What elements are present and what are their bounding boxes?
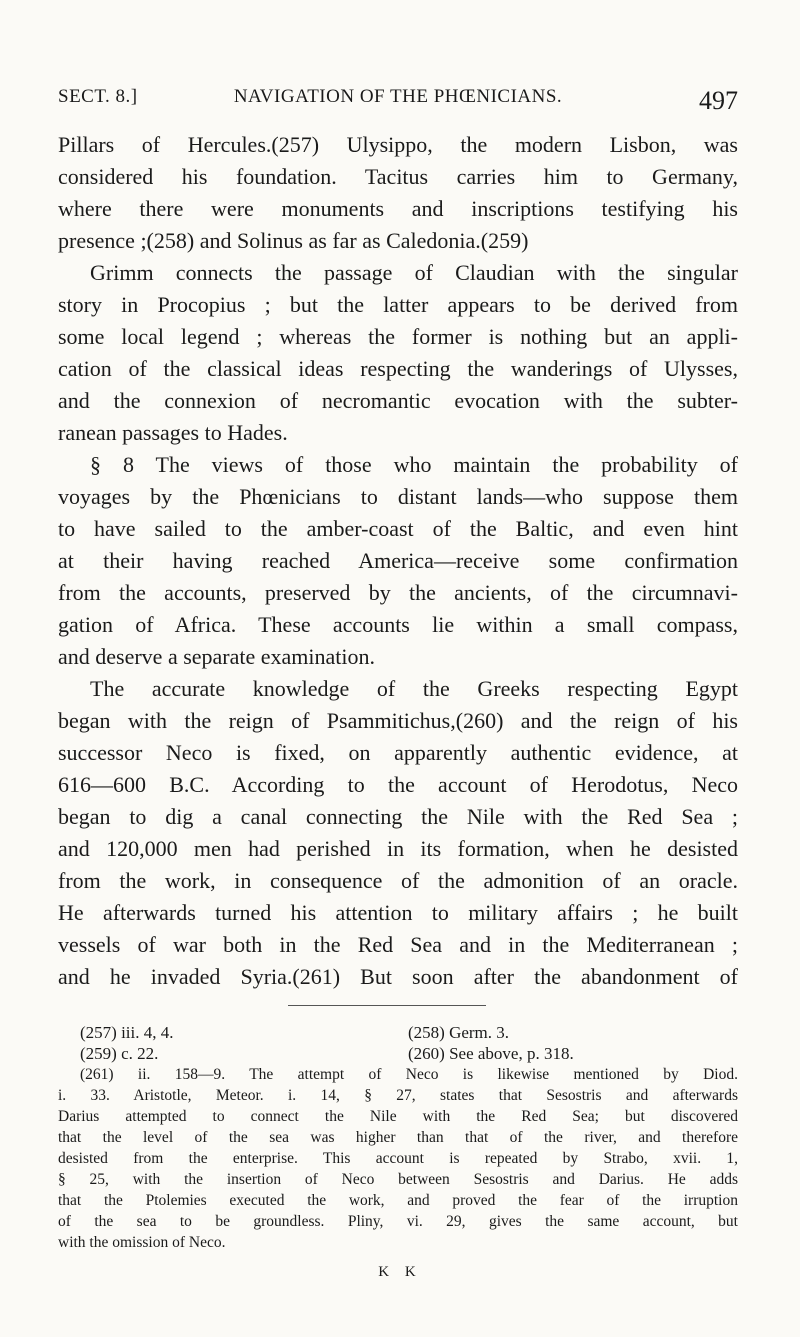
text-line: from the work, in consequence of the admonition of an oracle. <box>58 868 738 893</box>
text-line: and he invaded Syria.(261) But soon after the abandonment of <box>58 964 738 989</box>
text-line: story in Procopius ; but the latter appears to be derived from <box>58 292 738 317</box>
footnote-261-line: i. 33. Aristotle, Meteor. i. 14, § 27, states that Sesostris and afterwards <box>58 1087 738 1104</box>
footnote-261-line: Darius attempted to connect the Nile with the Red Sea; but discovered <box>58 1108 738 1125</box>
text-line: and deserve a separate examination. <box>58 644 376 669</box>
text-line: successor Neco is fixed, on apparently authentic evidence, at <box>58 740 738 765</box>
text-line: Pillars of Hercules.(257) Ulysippo, the modern Lisbon, was <box>58 132 738 157</box>
text-line: began to dig a canal connecting the Nile with the Red Sea ; <box>58 804 738 829</box>
text-line: began with the reign of Psammitichus,(260) and the reign of his <box>58 708 738 733</box>
footnote-257: (257) iii. 4, 4. <box>80 1023 174 1042</box>
text-line: He afterwards turned his attention to military affairs ; he built <box>58 900 738 925</box>
footnote-261-line: that the level of the sea was higher than that of the river, and therefore <box>58 1129 738 1146</box>
footnote-259: (259) c. 22. <box>80 1044 159 1063</box>
footnote-258: (258) Germ. 3. <box>408 1023 510 1042</box>
text-line: gation of Africa. These accounts lie within a small compass, <box>58 612 738 637</box>
text-line: cation of the classical ideas respecting the wanderings of Ulysses, <box>58 356 738 381</box>
text-line: § 8 The views of those who maintain the probability of <box>90 452 738 477</box>
text-line: ranean passages to Hades. <box>58 420 288 445</box>
running-title: NAVIGATION OF THE PHŒNICIANS. <box>233 86 563 107</box>
text-line: to have sailed to the amber-coast of the Baltic, and even hint <box>58 516 738 541</box>
section-label: SECT. 8.] <box>58 86 138 107</box>
page-number: 497 <box>699 86 738 115</box>
signature-mark: K K <box>378 1264 422 1280</box>
footnote-261-line: § 25, with the insertion of Neco between Sesostris and Darius. He adds <box>58 1171 738 1188</box>
text-line: vessels of war both in the Red Sea and in the Mediterranean ; <box>58 932 738 957</box>
text-line: considered his foundation. Tacitus carries him to Germany, <box>58 164 738 189</box>
text-line: from the accounts, preserved by the ancients, of the circumnavi- <box>58 580 738 605</box>
text-line: and the connexion of necromantic evocation with the subter- <box>58 388 738 413</box>
text-line: voyages by the Phœnicians to distant lands—who suppose them <box>58 484 738 509</box>
text-line: where there were monuments and inscriptions testifying his <box>58 196 738 221</box>
text-line: The accurate knowledge of the Greeks respecting Egypt <box>90 676 738 701</box>
text-line: presence ;(258) and Solinus as far as Caledonia.(259) <box>58 228 529 253</box>
running-header <box>58 86 738 114</box>
footnote-261-line: (261) ii. 158—9. The attempt of Neco is likewise mentioned by Diod. <box>80 1066 738 1083</box>
footnote-rule <box>288 1005 486 1006</box>
footnote-260: (260) See above, p. 318. <box>408 1044 574 1063</box>
text-line: Grimm connects the passage of Claudian with the singular <box>90 260 738 285</box>
text-line: 616—600 B.C. According to the account of Herodotus, Neco <box>58 772 738 797</box>
footnote-261-line: of the sea to be groundless. Pliny, vi. 29, gives the same account, but <box>58 1213 738 1230</box>
footnote-261-line: desisted from the enterprise. This account is repeated by Strabo, xvii. 1, <box>58 1150 738 1167</box>
text-line: at their having reached America—receive some confirmation <box>58 548 738 573</box>
footnote-261-line: with the omission of Neco. <box>58 1234 226 1251</box>
footnote-261-line: that the Ptolemies executed the work, and proved the fear of the irruption <box>58 1192 738 1209</box>
text-line: some local legend ; whereas the former is nothing but an appli- <box>58 324 738 349</box>
text-line: and 120,000 men had perished in its formation, when he desisted <box>58 836 738 861</box>
